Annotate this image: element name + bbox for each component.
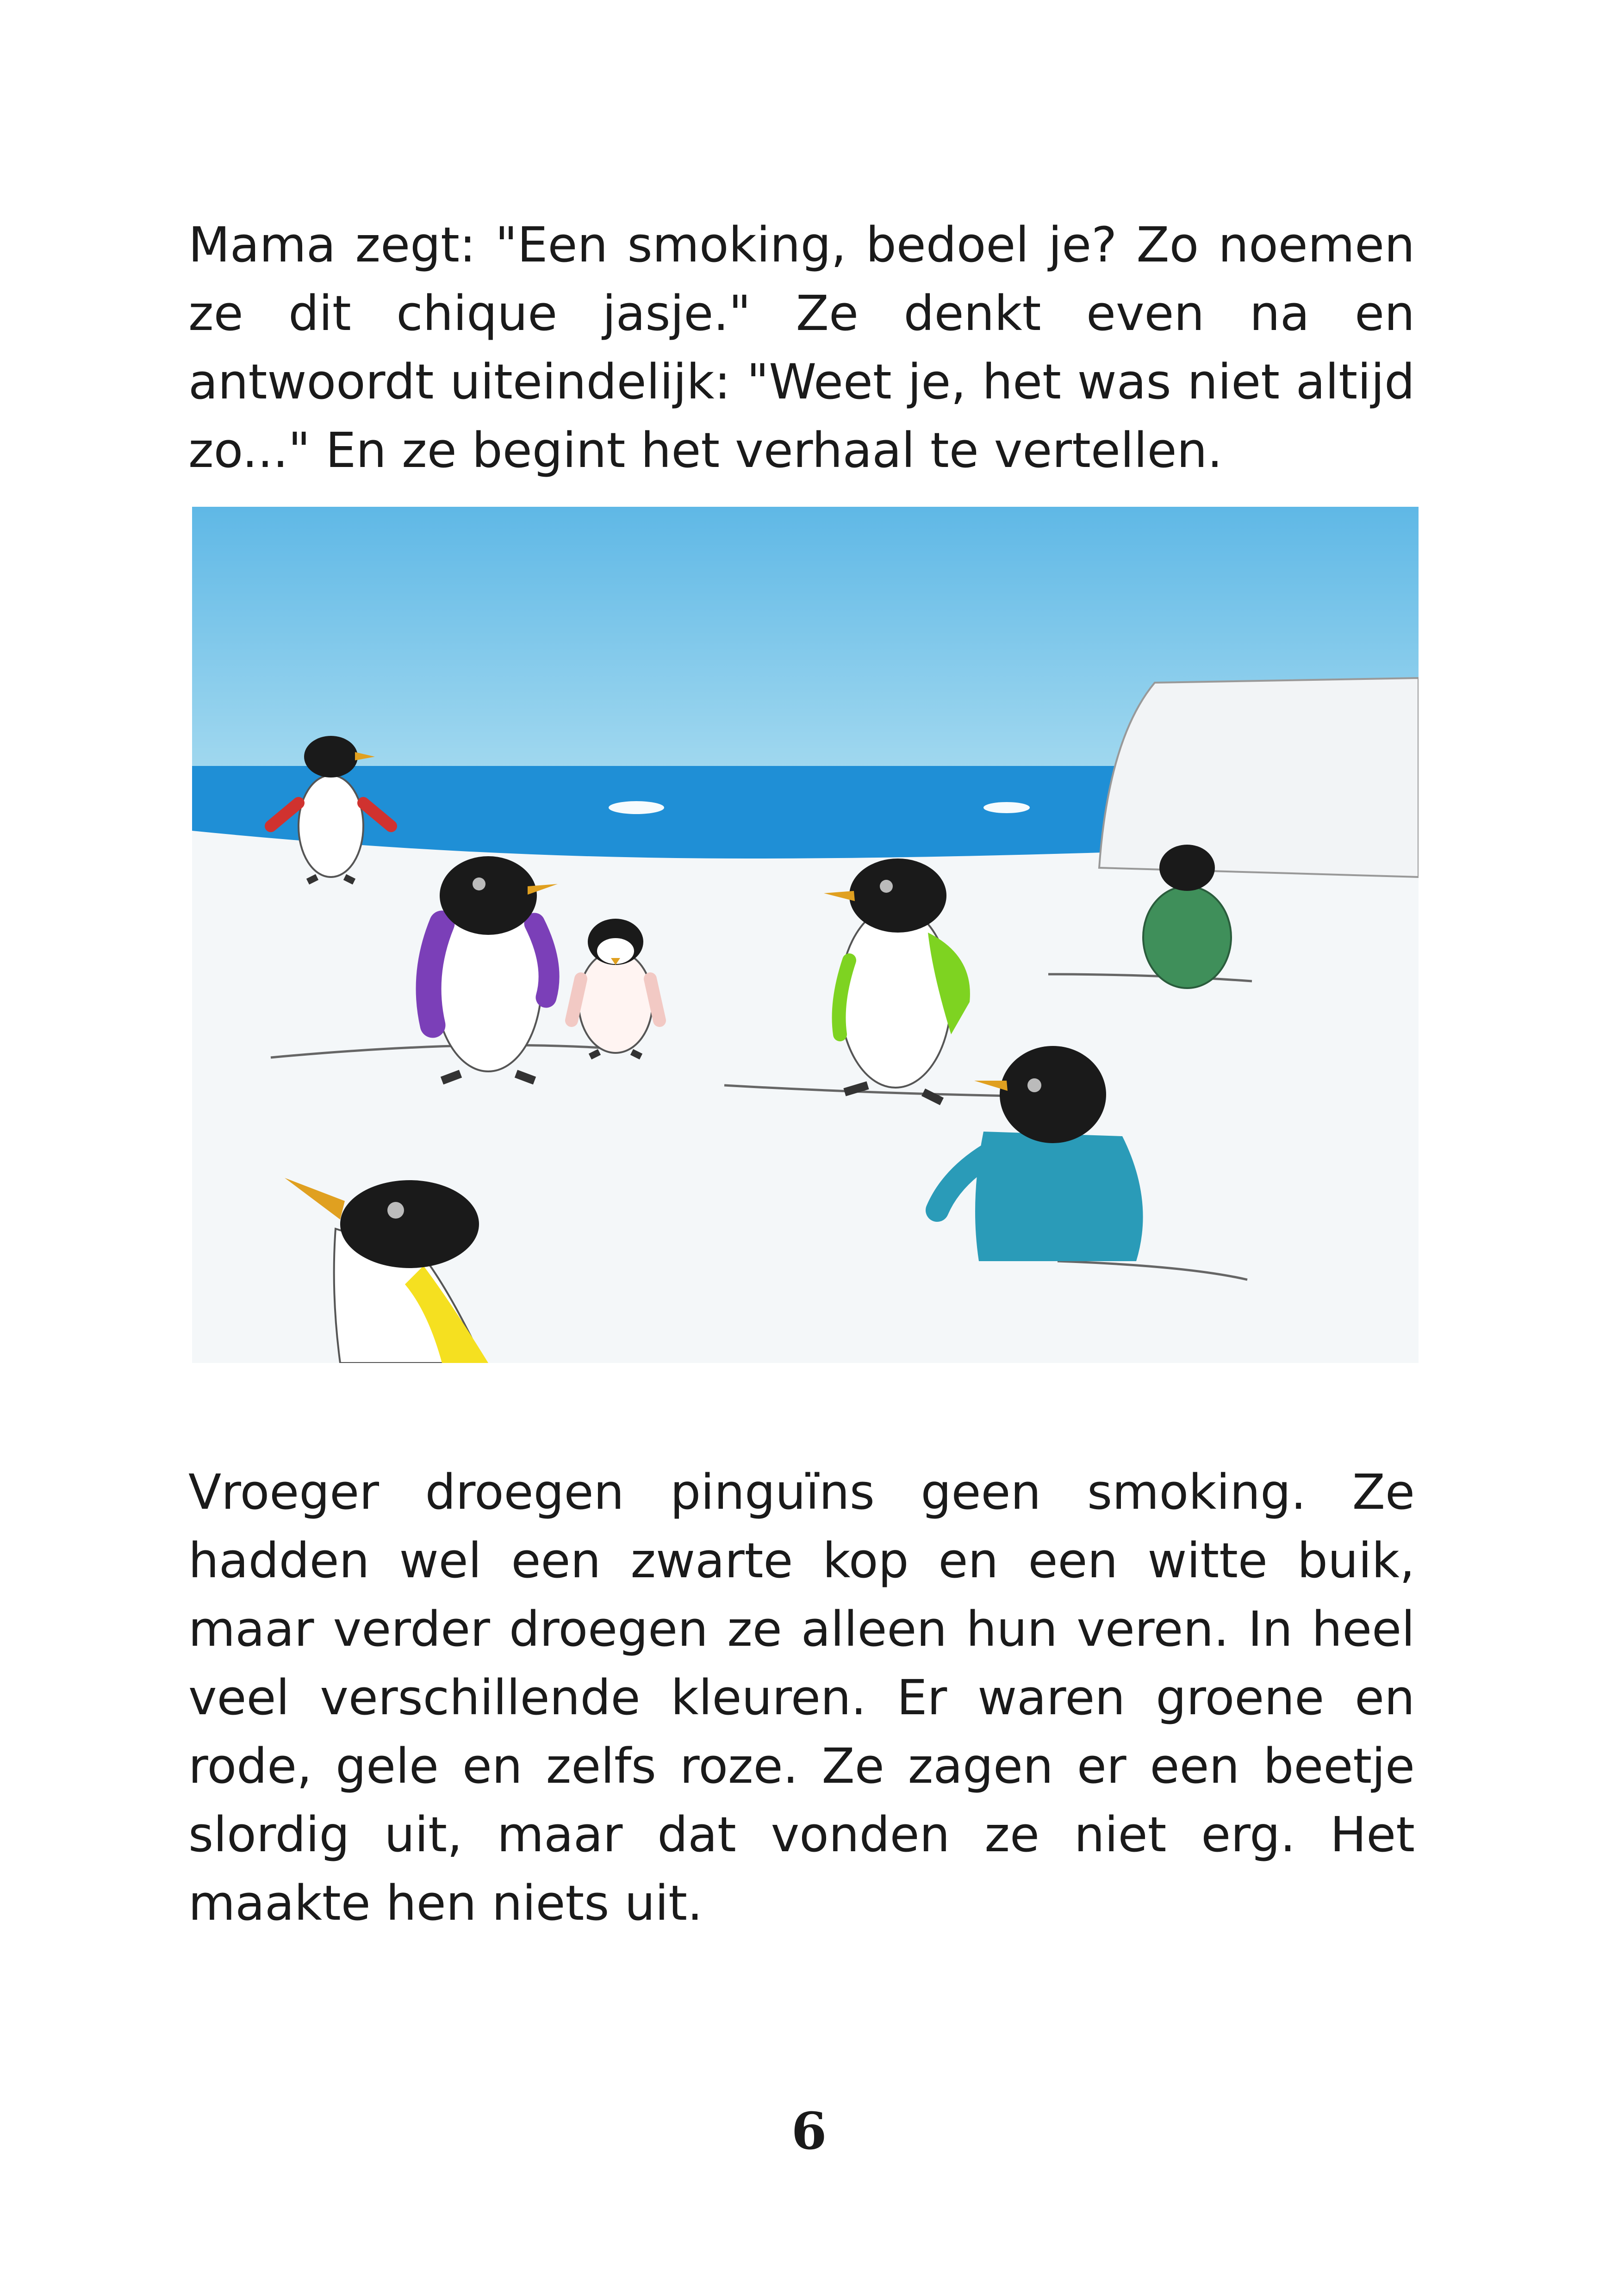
- ice-floe: [609, 801, 664, 814]
- iceberg: [1099, 678, 1419, 877]
- ice-floe: [983, 802, 1030, 813]
- story-paragraph-2: Vroeger droegen pinguïns geen smoking. Ze hadden wel een zwarte kop en een witte buik, maar verder droegen ze alleen hun veren. In heel veel verschillende kleuren. Er waren groene en rode, gele en zelfs roze. Ze zagen er een beetje slordig uit, maar dat vonden ze niet erg. Het maakte hen niets uit.: [188, 1464, 1415, 1931]
- page-number: 6: [791, 2101, 827, 2161]
- penguin-illustration: [192, 507, 1419, 1363]
- story-paragraph-1: Mama zegt: "Een smoking, bedoel je? Zo noemen ze dit chique jasje." Ze denkt even na en antwoordt uiteindelijk: "Weet je, het was niet altijd zo..." En ze begint het verhaal te vertellen.: [188, 217, 1415, 479]
